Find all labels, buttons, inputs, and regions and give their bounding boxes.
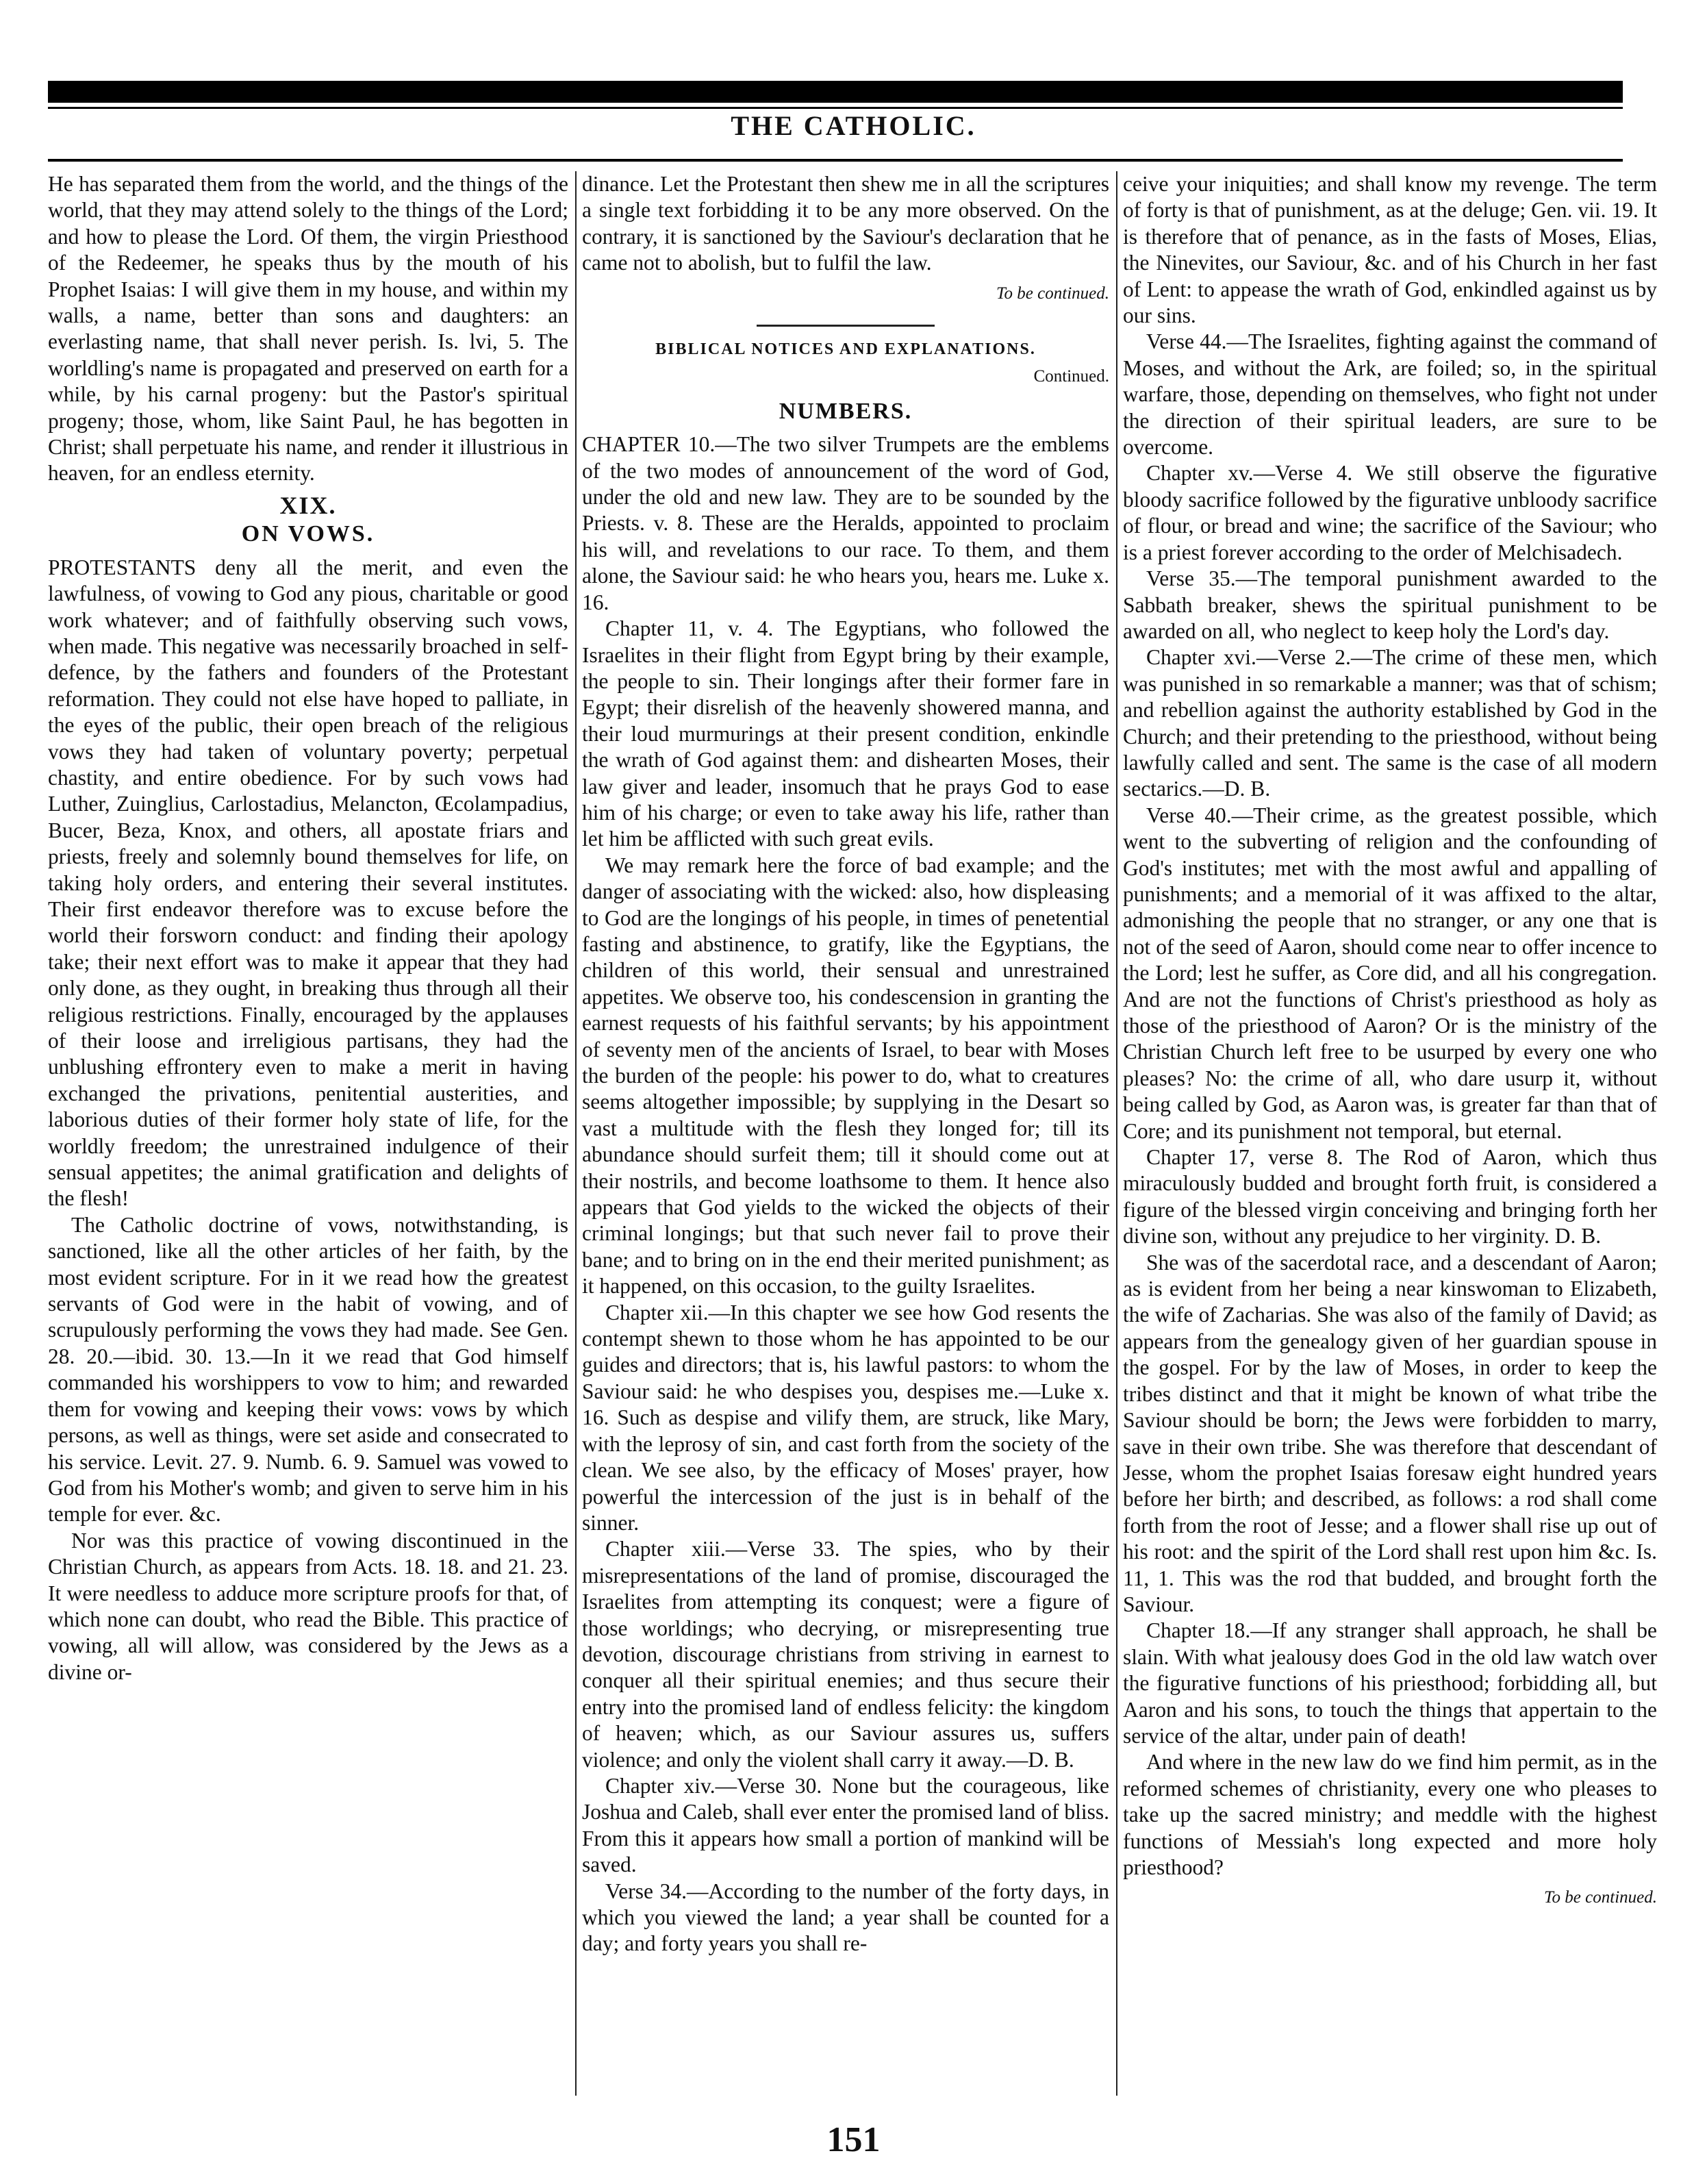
column-divider (1116, 171, 1117, 2096)
paragraph: She was of the sacerdotal race, and a descendant of Aaron; as is evident from her being a near kinswoman to Elizabeth, the wife of Zacharias. She was also of the family of David; as appears from the genealogy given of her guardian spouse in the gospel. For by the law of Moses, in order to keep the tribes distinct and that it might be known of what tribe the Saviour should be born; the Jews were forbidden to marry, save in their own tribe. She was therefore that descendant of Jesse, whom the prophet Isaias foresaw eight hundred years before her birth; and described, as follows: a rod shall come forth from the root of Jesse; and a flower shall rise up out of his root: and the spirit of the Lord shall rest upon him &c. Is. 11, 1. This was the rod that budded, and brought forth the Saviour. (1123, 1250, 1657, 1616)
column-right (1123, 171, 1657, 2103)
paragraph: PROTESTANTS deny all the merit, and even the lawfulness, of vowing to God any pious, charitable or good work whatever; and of faithfully observing such vows, when made. This negative was necessarily broached in self-defence, by the fathers and founders of the Protestant reformation. They could not else have hoped to palliate, in the eyes of the public, their open breach of the religious vows they had taken of voluntary poverty; perpetual chastity, and entire obedience. For by such vows had Luther, Zuinglius, Carlostadius, Melancton, Œcolampadius, Bucer, Beza, Knox, and others, all apostate friars and priests, freely and solemnly bound themselves for life, on taking holy orders, and entering their several institutes. Their first endeavor therefore was to excuse before the world their forsworn conduct: and finding their apology take; their next effort was to make it appear that they had only done, as they ought, in breaking thus through all their religious restrictions. Finally, encouraged by the applauses of their loose and irreligious partisans, they had the unblushing effrontery even to make a merit in having exchanged the privations, penitential austerities, and laborious duties of their former holy state of life, for the worldly freedom; the unrestrained indulgence of their sensual appetites; the animal gratification and delights of the flesh! (48, 555, 568, 1211)
section-number: XIX. (279, 491, 337, 519)
paragraph: Chapter 11, v. 4. The Egyptians, who followed the Israelites in their flight from Egypt bring by their example, the people to sin. Their longings after their former fare in Egypt; their disrelish of the heavenly showered manna, and their loud murmurings at their present condition, enkindle the wrath of God against them: and dishearten Moses, their law giver and leader, insomuch that he prays God to ease him of his charge; or even to take away his life, rather than let him be afflicted with such great evils. (582, 616, 1109, 851)
section-divider (757, 325, 935, 327)
paragraph: Nor was this practice of vowing discontinued in the Christian Church, as appears from Acts. 18. 18. and 21. 23. It were needless to adduce more scripture proofs for that, of which none can doubt, who read the Bible. This practice of vowing, all will allow, was considered by the Jews as a divine or- (48, 1528, 568, 1684)
paragraph: CHAPTER 10.—The two silver Trumpets are the emblems of the two modes of announcement of the word of God, under the old and new law. They are to be sounded by the Priests. v. 8. These are the Heralds, appointed to proclaim his will, and revelations to our race. To them, and them alone, the Saviour said: he who hears you, hears me. Luke x. 16. (582, 432, 1109, 614)
paragraph: Chapter xiii.—Verse 33. The spies, who by their misrepresentations of the land of promise, discouraged the Israelites from attempting its conquest; were a figure of those worldings; who decrying, or misrepresenting true devotion, discourage christians from striving in earnest to conquer all their spiritual enemies; and thus secure their entry into the promised land of endless felicity: the kingdom of heaven; which, as our Saviour assures us, suffers violence; and only the violent shall carry it away.—D. B. (582, 1537, 1109, 1772)
paragraph: Chapter xv.—Verse 4. We still observe the figurative bloody sacrifice followed by the figurative unbloody sacrifice of flour, or bread and wine; the sacrifice of the Saviour; who is a priest forever according to the order of Melchisadech. (1123, 461, 1657, 564)
paragraph: And where in the new law do we find him permit, as in the reformed schemes of christianity, every one who pleases to take up the sacred ministry; and meddle with the highest functions of Messiah's long expected and more holy priesthood? (1123, 1750, 1657, 1879)
paragraph: We may remark here the force of bad example; and the danger of associating with the wicked: also, how displeasing to God are the longings of his people, in times of penetential fasting and abstinence, to gratify, like the Egyptians, the children of this world, their sensual and unrestrained appetites. We observe too, his condescension in granting the earnest requests of his faithful servants; by his appointment of seventy men of the ancients of Israel, to bear with Moses the burden of the people: his power to do, what to creatures seems altogether impossible; by supplying in the Desart so vast a multitude with the flesh they longed for; till its abundance should surfeit them; till it should come out at their nostrils, and become loathsome to them. It hence also appears that God yields to the wicked the objects of their criminal longings; but that such never fail to prove their bane; and to bring on in the end their merited punishment; as it happened, on this occasion, to the guilty Israelites. (582, 853, 1109, 1298)
running-header-title: THE CATHOLIC. (731, 110, 976, 141)
column-middle (582, 171, 1109, 2103)
paragraph: Verse 34.—According to the number of the forty days, in which you viewed the land; a year shall be counted for a day; and forty years you shall re- (582, 1879, 1109, 1956)
paragraph: Chapter 17, verse 8. The Rod of Aaron, which thus miraculously budded and brought forth fruit, is considered a figure of the blessed virgin conceiving and bringing forth her divine son, without any prejudice to her virginity. D. B. (1123, 1145, 1657, 1248)
continued-note: Continued. (1033, 367, 1109, 386)
top-fine-rule (48, 107, 1623, 109)
paragraph: Chapter xii.—In this chapter we see how God resents the contempt shewn to those whom he has appointed to be our guides and directors; that is, his lawful pastors: to whom the Saviour said: he who despises you, despises me.—Luke x. 16. Such as despise and vilify them, are struck, like Mary, with the leprosy of sin, and cast forth from the society of the clean. We see also, by the efficacy of Moses' prayer, how powerful the intercession of the just is in behalf of the sinner. (582, 1300, 1109, 1535)
paragraph: Verse 35.—The temporal punishment awarded to the Sabbath breaker, shews the spiritual punishment to be awarded on all, who neglect to keep holy the Lord's day. (1123, 566, 1657, 643)
column-divider (575, 171, 577, 2096)
section-heading: BIBLICAL NOTICES AND EXPLANATIONS. (655, 340, 1036, 359)
page-number: 151 (826, 2120, 881, 2159)
top-heavy-rule (48, 81, 1623, 103)
subsection-heading: NUMBERS. (779, 398, 913, 424)
paragraph: Chapter xiv.—Verse 30. None but the courageous, like Joshua and Caleb, shall ever enter the promised land of bliss. From this it appears how small a portion of mankind will be saved. (582, 1773, 1109, 1877)
paragraph: ceive your iniquities; and shall know my revenge. The term of forty is that of punishment, as at the deluge; Gen. vii. 19. It is therefore that of penance, as in the fasts of Moses, Elias, the Ninevites, our Saviour, &c. and of his Church in her fast of Lent: to appease the wrath of God, enkindled against us by our sins. (1123, 172, 1657, 328)
section-title: ON VOWS. (241, 521, 375, 547)
paragraph: Verse 40.—Their crime, as the greatest possible, which went to the subverting of religion and the confounding of God's institutes; met with the most awful and appalling of punishments; and a memorial of it was affixed to the altar, admonishing the people that no stranger, or any one that is not of the seed of Aaron, should come near to offer incence to the Lord; lest he suffer, as Core did, and all his congregation. And are not the functions of Christ's priesthood as holy as those of the priesthood of Aaron? Or is the ministry of the Christian Church left free to be usurped by every one who pleases? No: the crime of all, who dare usurp it, without being called by God, as Aaron was, is greater far than that of Core; and its punishment not temporal, but eternal. (1123, 803, 1657, 1143)
to-be-continued-note: To be continued. (996, 284, 1109, 303)
paragraph: dinance. Let the Protestant then shew me in all the scriptures a single text forbidding it to be any more observed. On the contrary, it is sanctioned by the Saviour's declaration that he came not to abolish, but to fulfil the law. (582, 172, 1109, 275)
paragraph: Chapter xvi.—Verse 2.—The crime of these men, which was punished in so remarkable a manner; was that of schism; and rebellion against the authority established by God in the Church; and their pretending to the priesthood, without being lawfully called and sent. The same is the case of all modern sectarics.—D. B. (1123, 645, 1657, 801)
column-left (48, 171, 568, 2103)
paragraph: Chapter 18.—If any stranger shall approach, he shall be slain. With what jealousy does God in the old law watch over the figurative functions of his priesthood; forbidding all, but Aaron and his sons, to touch the things that appertain to the service of the altar, under pain of death! (1123, 1618, 1657, 1748)
to-be-continued-note: To be continued. (1543, 1888, 1657, 1907)
paragraph: Verse 44.—The Israelites, fighting against the command of Moses, and without the Ark, are foiled; so, in the spiritual warfare, those, depending on themselves, who fight not under the direction of their spiritual leaders, are sure to be overcome. (1123, 329, 1657, 460)
header-rule (48, 159, 1623, 162)
paragraph: He has separated them from the world, and the things of the world, that they may attend solely to the things of the Lord; and how to please the Lord. Of them, the virgin Priesthood of the Redeemer, he speaks thus by the mouth of his Prophet Isaias: I will give them in my house, and within my walls, a name, better than sons and daughters: an everlasting name, that shall never perish. Is. lvi, 5. The worldling's name is propagated and preserved on earth for a while, by his carnal progeny: but the Pastor's spiritual progeny; those, whom, like Saint Paul, he has begotten in Christ; shall perpetuate his name, and render it illustrious in heaven, for an endless eternity. (48, 172, 568, 486)
paragraph: The Catholic doctrine of vows, notwithstanding, is sanctioned, like all the other articles of her faith, by the most evident scripture. For in it we read how the greatest servants of God were in the habit of vowing, and of scrupulously performing the vows they had made. See Gen. 28. 20.—ibid. 30. 13.—In it we read that God himself commanded his worshippers to vow to him; and rewarded them for vowing and keeping their vows: vows by which persons, as well as things, were set aside and consecrated to his service. Levit. 27. 9. Numb. 6. 9. Samuel was vowed to God from his Mother's womb; and given to serve him in his temple for ever. &c. (48, 1212, 568, 1527)
